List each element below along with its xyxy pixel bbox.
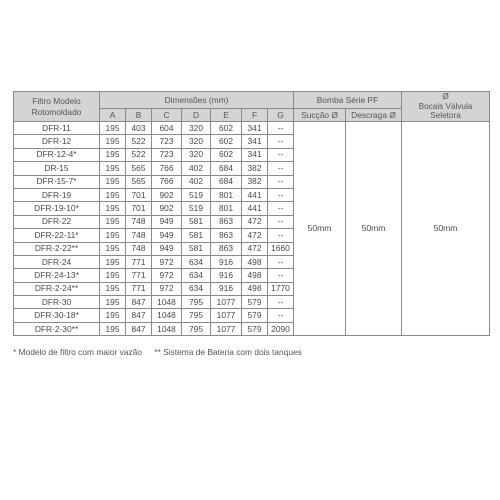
dim-cell-e: 1077 [211,309,242,322]
dim-cell-a: 195 [100,135,126,148]
dim-cell-c: 723 [152,148,182,161]
dim-cell-d: 581 [182,242,211,255]
dim-cell-e: 863 [211,242,242,255]
dim-cell-g: -- [268,215,294,228]
dim-cell-e: 916 [211,269,242,282]
dim-cell-a: 195 [100,202,126,215]
dim-col-header-d: D [182,109,211,122]
dim-cell-b: 403 [126,122,152,135]
discharge-header: Descraga Ø [346,109,402,122]
dim-col-header-c: C [152,109,182,122]
dim-cell-g: 2090 [268,322,294,335]
dim-cell-e: 863 [211,229,242,242]
dim-cell-a: 195 [100,148,126,161]
dim-cell-d: 634 [182,269,211,282]
dim-cell-a: 195 [100,269,126,282]
dim-cell-a: 195 [100,162,126,175]
valve-header-line2: Bocais Válvula [418,101,473,111]
suction-header: Sucção Ø [294,109,346,122]
valve-header-line3: Seletora [430,111,461,121]
dim-cell-e: 801 [211,188,242,201]
suction-value-cell: 50mm [294,122,346,336]
model-cell: DFR-2-24** [14,282,100,295]
dim-col-header-f: F [242,109,268,122]
dim-cell-g: -- [268,148,294,161]
dim-cell-e: 602 [211,148,242,161]
dim-cell-c: 949 [152,215,182,228]
model-cell: DFR-12-4* [14,148,100,161]
dim-cell-g: -- [268,269,294,282]
dim-cell-e: 602 [211,122,242,135]
dim-cell-b: 847 [126,322,152,335]
dim-cell-g: -- [268,229,294,242]
dim-cell-a: 195 [100,296,126,309]
dim-cell-b: 748 [126,242,152,255]
dim-cell-a: 195 [100,322,126,335]
valve-header [402,92,490,122]
dim-cell-f: 472 [242,242,268,255]
model-cell: DFR-19 [14,188,100,201]
dim-cell-d: 795 [182,322,211,335]
dim-cell-c: 766 [152,162,182,175]
dimensions-header: Dimensões (mm) [100,92,294,109]
dim-cell-c: 1048 [152,309,182,322]
dim-cell-b: 522 [126,148,152,161]
model-cell: DFR-11 [14,122,100,135]
dim-cell-e: 684 [211,175,242,188]
model-cell: DFR-22-11* [14,229,100,242]
dim-cell-d: 402 [182,162,211,175]
dim-cell-d: 795 [182,296,211,309]
dim-cell-b: 565 [126,175,152,188]
dim-cell-d: 519 [182,188,211,201]
dim-cell-g: -- [268,296,294,309]
model-cell: DFR-30 [14,296,100,309]
dim-cell-c: 902 [152,202,182,215]
dim-cell-c: 972 [152,282,182,295]
dim-cell-d: 519 [182,202,211,215]
dim-cell-d: 581 [182,229,211,242]
model-cell: DFR-2-30** [14,322,100,335]
valve-header-line1: Ø [442,92,449,102]
dim-cell-d: 320 [182,135,211,148]
dim-cell-f: 341 [242,148,268,161]
dim-cell-d: 634 [182,255,211,268]
dim-cell-a: 195 [100,229,126,242]
dim-cell-b: 771 [126,255,152,268]
dim-cell-b: 748 [126,229,152,242]
dim-cell-f: 579 [242,309,268,322]
dim-cell-d: 402 [182,175,211,188]
dim-cell-c: 604 [152,122,182,135]
dim-cell-f: 498 [242,269,268,282]
dim-cell-g: -- [268,162,294,175]
dim-cell-b: 522 [126,135,152,148]
dim-cell-e: 1077 [211,296,242,309]
dim-cell-a: 195 [100,122,126,135]
dim-cell-g: -- [268,188,294,201]
dim-cell-f: 341 [242,135,268,148]
dim-cell-a: 195 [100,175,126,188]
dim-cell-g: -- [268,122,294,135]
dim-cell-e: 863 [211,215,242,228]
dim-cell-c: 949 [152,229,182,242]
model-cell: DFR-15-7* [14,175,100,188]
model-cell: DR-15 [14,162,100,175]
dim-cell-f: 498 [242,255,268,268]
dim-cell-f: 382 [242,162,268,175]
discharge-value-cell: 50mm [346,122,402,336]
dim-cell-g: -- [268,202,294,215]
footnote-note1: * Modelo de filtro com maior vazão [13,347,142,357]
dim-cell-c: 1048 [152,296,182,309]
dim-cell-a: 195 [100,255,126,268]
dim-col-header-e: E [211,109,242,122]
dim-cell-f: 472 [242,229,268,242]
header-row-top [14,92,490,109]
dim-cell-e: 684 [211,162,242,175]
spec-table [13,91,490,336]
dim-cell-g: 1770 [268,282,294,295]
dim-cell-e: 1077 [211,322,242,335]
dim-cell-d: 320 [182,148,211,161]
model-cell: DFR-24-13* [14,269,100,282]
dim-cell-a: 195 [100,215,126,228]
model-header-line2: Rotomoldado [31,106,82,117]
dim-cell-f: 341 [242,122,268,135]
dim-cell-f: 472 [242,215,268,228]
dim-cell-d: 581 [182,215,211,228]
dim-cell-f: 498 [242,282,268,295]
table-row [14,122,490,135]
dim-cell-g: -- [268,175,294,188]
model-cell: DFR-12 [14,135,100,148]
model-header-line1: Filtro Modelo [32,95,81,106]
dim-cell-b: 748 [126,215,152,228]
table-body [14,122,490,336]
dim-cell-f: 579 [242,296,268,309]
dim-cell-g: -- [268,255,294,268]
dim-cell-c: 902 [152,188,182,201]
dim-cell-a: 195 [100,309,126,322]
dim-cell-c: 972 [152,255,182,268]
table-header [14,92,490,122]
dim-cell-e: 916 [211,282,242,295]
dim-cell-b: 847 [126,309,152,322]
model-cell: DFR-30-18* [14,309,100,322]
footnote [13,347,489,357]
dim-cell-e: 916 [211,255,242,268]
footnote-note2: ** Sistema de Bateria com dois tanques [154,347,302,357]
dim-cell-g: -- [268,135,294,148]
dim-cell-d: 795 [182,309,211,322]
dim-cell-c: 972 [152,269,182,282]
dim-cell-f: 579 [242,322,268,335]
dim-cell-b: 847 [126,296,152,309]
dim-cell-c: 949 [152,242,182,255]
dim-cell-f: 441 [242,188,268,201]
dim-cell-d: 320 [182,122,211,135]
dim-cell-b: 771 [126,282,152,295]
dim-cell-e: 602 [211,135,242,148]
dim-cell-g: 1660 [268,242,294,255]
pump-header: Bomba Série PF [294,92,402,109]
dim-cell-c: 766 [152,175,182,188]
dim-cell-e: 801 [211,202,242,215]
dim-cell-b: 565 [126,162,152,175]
dim-col-header-b: B [126,109,152,122]
dim-cell-b: 701 [126,188,152,201]
model-cell: DFR-24 [14,255,100,268]
model-cell: DFR-2-22** [14,242,100,255]
dim-cell-g: -- [268,309,294,322]
dim-col-header-a: A [100,109,126,122]
dim-cell-a: 195 [100,188,126,201]
model-cell: DFR-22 [14,215,100,228]
dim-cell-b: 771 [126,269,152,282]
dim-cell-d: 634 [182,282,211,295]
dim-cell-a: 195 [100,282,126,295]
dim-cell-c: 723 [152,135,182,148]
dim-col-header-g: G [268,109,294,122]
model-cell: DFR-19-10* [14,202,100,215]
dim-cell-f: 441 [242,202,268,215]
model-header [14,92,100,122]
dim-cell-b: 701 [126,202,152,215]
valve-value-cell: 50mm [402,122,490,336]
dim-cell-a: 195 [100,242,126,255]
dim-cell-c: 1048 [152,322,182,335]
dim-cell-f: 382 [242,175,268,188]
